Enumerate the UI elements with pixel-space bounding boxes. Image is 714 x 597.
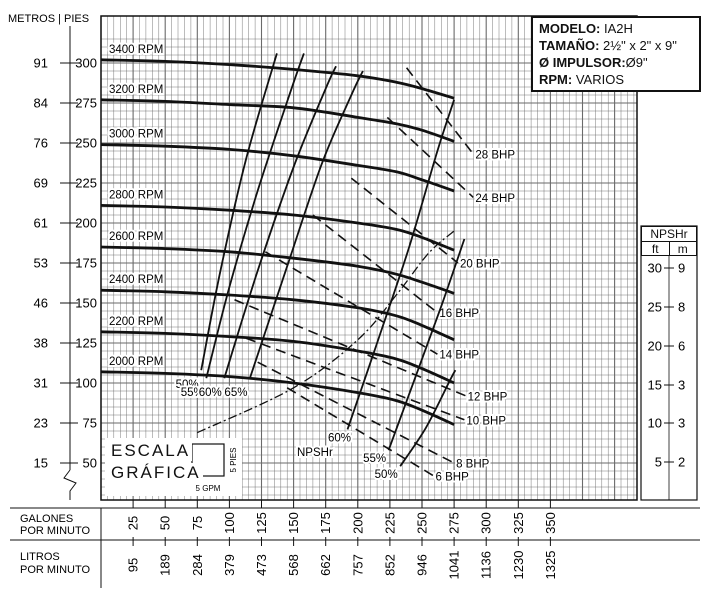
bhp-label: 16 BHP — [439, 308, 480, 321]
y-tick-label-feet: 275 — [75, 95, 97, 111]
efficiency-label: 65% — [224, 387, 248, 400]
y-tick-label-feet: 300 — [75, 55, 97, 71]
npshr-label: NPSHr — [297, 447, 333, 459]
axis-break-icon — [64, 470, 76, 500]
bhp-label: 8 BHP — [456, 458, 490, 471]
lpm-axis-title-1: LITROS — [20, 551, 60, 563]
x-tick-label-lpm: 568 — [286, 554, 302, 576]
y-tick-label-feet: 50 — [82, 455, 97, 471]
x-tick-label-lpm: 95 — [125, 557, 141, 573]
rpm-label: 2400 RPM — [109, 274, 164, 287]
efficiency-label: 55% — [180, 387, 204, 400]
impeller-value: Ø9" — [625, 55, 648, 70]
bhp-label: 12 BHP — [467, 391, 508, 404]
model-row — [539, 20, 693, 37]
x-tick-label-lpm: 852 — [382, 554, 398, 576]
model-value: IA2H — [600, 21, 633, 36]
y-axis-title: METROS | PIES — [8, 13, 90, 25]
y-tick-label-meters: 15 — [33, 455, 48, 471]
rpm-label: 3000 RPM — [109, 128, 164, 141]
npsh-tick-label-ft: 25 — [647, 299, 662, 315]
npsh-unit-m: m — [669, 242, 697, 256]
x-tick-label-gpm: 200 — [350, 512, 366, 534]
x-tick-label-lpm: 473 — [254, 554, 269, 576]
rpm-key: RPM: — [539, 72, 573, 87]
y-tick-label-meters: 69 — [33, 175, 48, 191]
x-tick-label-gpm: 250 — [414, 512, 430, 534]
npsh-tick-label-m: 2 — [678, 454, 686, 470]
y-tick-label-feet: 225 — [75, 175, 97, 191]
scale-grafica: GRÁFICA — [111, 463, 201, 482]
npsh-tick-label-ft: 30 — [647, 260, 662, 276]
x-tick-label-gpm: 25 — [125, 515, 141, 531]
y-tick-label-feet: 100 — [75, 375, 97, 391]
npsh-tick-label-m: 8 — [678, 299, 686, 315]
rpm-label: 2200 RPM — [109, 315, 164, 328]
model-key: MODELO: — [539, 21, 601, 36]
x-tick-label-lpm: 379 — [221, 554, 237, 576]
x-tick-label-gpm: 125 — [254, 512, 269, 534]
impeller-row — [539, 54, 693, 71]
x-tick-label-gpm: 75 — [189, 515, 205, 531]
y-tick-label-meters: 84 — [33, 95, 48, 111]
efficiency-label: 50% — [374, 469, 398, 482]
x-tick-label-gpm: 325 — [510, 512, 526, 534]
x-tick-label-gpm: 350 — [542, 512, 558, 534]
y-tick-label-feet: 125 — [75, 335, 97, 351]
x-tick-label-gpm: 100 — [221, 512, 237, 534]
y-tick-label-meters: 23 — [33, 415, 48, 431]
x-tick-label-lpm: 1041 — [446, 550, 462, 580]
scale-escala: ESCALA — [111, 441, 191, 460]
y-tick-label-meters: 38 — [33, 335, 48, 351]
gpm-axis-title-1: GALONES — [20, 513, 74, 525]
efficiency-label: 60% — [198, 387, 222, 400]
bhp-label: 24 BHP — [475, 192, 516, 205]
x-tick-label-gpm: 300 — [478, 512, 494, 534]
y-tick-label-feet: 200 — [75, 215, 97, 231]
rpm-label: 2000 RPM — [109, 355, 164, 368]
bhp-label: 28 BHP — [475, 149, 516, 162]
size-row — [539, 37, 693, 54]
npsh-unit-ft: ft — [651, 242, 659, 256]
npsh-header — [641, 226, 697, 256]
x-tick-label-lpm: 1325 — [542, 550, 558, 580]
y-tick-label-meters: 31 — [33, 375, 48, 391]
efficiency-label: 60% — [328, 432, 352, 445]
gpm-axis-title-2: POR MINUTO — [20, 525, 91, 537]
npsh-tick-label-ft: 15 — [647, 377, 662, 393]
y-tick-label-meters: 76 — [33, 135, 48, 151]
x-tick-label-lpm: 946 — [414, 554, 430, 576]
x-tick-label-lpm: 284 — [189, 554, 205, 576]
y-tick-label-feet: 250 — [75, 135, 97, 151]
x-tick-label-lpm: 1230 — [510, 550, 526, 580]
bhp-label: 14 BHP — [439, 349, 480, 362]
npsh-tick-label-m: 9 — [678, 260, 686, 276]
rpm-row — [539, 71, 693, 88]
model-info-box — [531, 16, 701, 92]
x-tick-label-gpm: 275 — [446, 512, 462, 534]
bhp-label: 10 BHP — [466, 415, 507, 428]
size-key: TAMAÑO: — [539, 38, 600, 53]
npsh-tick-label-m: 3 — [678, 377, 686, 393]
bhp-label: 6 BHP — [435, 471, 469, 484]
x-tick-label-gpm: 225 — [382, 512, 398, 534]
npsh-tick-label-m: 3 — [678, 415, 686, 431]
x-tick-label-gpm: 150 — [286, 512, 302, 534]
rpm-label: 3200 RPM — [109, 83, 164, 96]
x-tick-label-lpm: 757 — [350, 554, 366, 576]
rpm-label: 3400 RPM — [109, 43, 164, 56]
efficiency-label: 55% — [363, 453, 387, 466]
npsh-tick-label-ft: 5 — [654, 454, 662, 470]
rpm-value: VARIOS — [572, 72, 624, 87]
y-tick-label-feet: 75 — [82, 415, 97, 431]
npsh-tick-label-ft: 20 — [647, 338, 662, 354]
rpm-label: 2600 RPM — [109, 231, 164, 243]
x-tick-label-gpm: 50 — [157, 515, 173, 531]
x-tick-label-lpm: 662 — [318, 554, 334, 576]
x-tick-label-gpm: 175 — [318, 512, 334, 534]
impeller-key: Ø IMPULSOR: — [539, 55, 626, 70]
bhp-label: 20 BHP — [459, 258, 500, 271]
npsh-tick-label-m: 6 — [678, 338, 686, 354]
efficiency-label: 50% — [175, 379, 199, 392]
scale-pies-label: 5 PIES — [229, 447, 238, 473]
y-tick-label-meters: 91 — [33, 55, 48, 71]
lpm-axis-title-2: POR MINUTO — [20, 564, 91, 576]
rpm-label: 2800 RPM — [109, 189, 164, 202]
scale-gpm-label: 5 GPM — [195, 484, 221, 493]
y-tick-label-meters: 46 — [33, 295, 48, 311]
size-value: 2½" x 2" x 9" — [599, 38, 677, 53]
y-tick-label-feet: 150 — [75, 295, 97, 311]
x-tick-label-lpm: 189 — [157, 554, 173, 576]
y-tick-label-meters: 53 — [33, 255, 48, 271]
y-tick-label-feet: 175 — [75, 255, 97, 271]
x-tick-label-lpm: 1136 — [478, 551, 494, 579]
npsh-title: NPSHr — [642, 227, 696, 242]
y-tick-label-meters: 61 — [33, 215, 48, 231]
npsh-tick-label-ft: 10 — [647, 415, 662, 431]
